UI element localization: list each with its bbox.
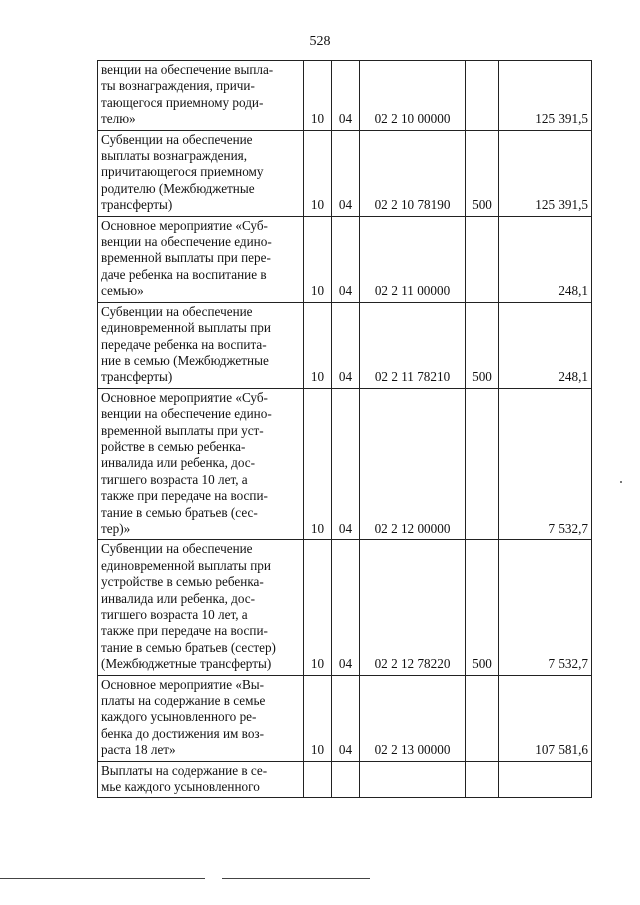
row-name-line: временной выплаты при уст-: [101, 422, 264, 438]
row-name-line: тер)»: [101, 520, 131, 536]
row-name-line: ние в семью (Межбюджетные: [101, 352, 269, 368]
row-name-line: ройстве в семью ребенка-: [101, 438, 246, 454]
row-name-line: передаче ребенка на воспита-: [101, 336, 267, 352]
table-row: [98, 302, 592, 388]
expense-type-cell: 500: [466, 302, 499, 388]
footer-rule-left: [0, 878, 205, 879]
target-article-cell: [360, 761, 466, 798]
row-name-line: инвалида или ребенка, дос-: [101, 455, 256, 471]
row-name-line: бенка до достижения им воз-: [101, 725, 265, 741]
subsection-code-cell: 04: [332, 540, 360, 675]
amount-cell: 125 391,5: [499, 130, 592, 216]
row-name-line: трансферты): [101, 197, 173, 213]
row-name-line: единовременной выплаты при: [101, 557, 271, 573]
scan-speck: [620, 481, 622, 483]
row-name-line: платы на содержание в семье: [101, 693, 266, 709]
target-article-cell: 02 2 10 78190: [360, 130, 466, 216]
subsection-code-cell: 04: [332, 130, 360, 216]
row-name-line: Основное мероприятие «Суб-: [101, 389, 268, 405]
row-name-line: тигшего возраста 10 лет, а: [101, 471, 248, 487]
target-article-cell: 02 2 12 00000: [360, 388, 466, 540]
target-article-cell: 02 2 11 00000: [360, 216, 466, 302]
row-name-line: инвалида или ребенка, дос-: [101, 590, 256, 606]
target-article-cell: 02 2 12 78220: [360, 540, 466, 675]
table-row: [98, 130, 592, 216]
subsection-code-cell: 04: [332, 216, 360, 302]
expense-type-cell: [466, 216, 499, 302]
amount-cell: 248,1: [499, 302, 592, 388]
expense-type-cell: 500: [466, 540, 499, 675]
page-number: 528: [309, 34, 331, 49]
subsection-code-cell: [332, 761, 360, 798]
expense-type-cell: [466, 675, 499, 761]
row-name-line: тающегося приемному роди-: [101, 94, 264, 110]
row-name-line: трансферты): [101, 369, 173, 385]
amount-cell: 7 532,7: [499, 388, 592, 540]
row-name-line: Основное мероприятие «Суб-: [101, 217, 268, 233]
amount-cell: 107 581,6: [499, 675, 592, 761]
subsection-code-cell: 04: [332, 675, 360, 761]
section-code-cell: 10: [304, 675, 332, 761]
subsection-code-cell: 04: [332, 302, 360, 388]
section-code-cell: 10: [304, 130, 332, 216]
row-name-line: временной выплаты при пере-: [101, 250, 271, 266]
amount-cell: [499, 761, 592, 798]
budget-table: [97, 60, 592, 798]
row-name-cell: [98, 216, 304, 302]
row-name-line: причитающегося приемному: [101, 164, 264, 180]
subsection-code-cell: 04: [332, 388, 360, 540]
row-name-line: устройстве в семью ребенка-: [101, 574, 264, 590]
row-name-cell: [98, 61, 304, 131]
row-name-cell: [98, 302, 304, 388]
table-row: [98, 761, 592, 798]
section-code-cell: 10: [304, 388, 332, 540]
expense-type-cell: [466, 761, 499, 798]
row-name-cell: [98, 761, 304, 798]
table-row: [98, 675, 592, 761]
row-name-line: венции на обеспечение выпла-: [101, 62, 274, 77]
row-name-line: тигшего возраста 10 лет, а: [101, 607, 248, 622]
row-name-line: каждого усыновленного ре-: [101, 709, 257, 725]
target-article-cell: 02 2 11 78210: [360, 302, 466, 388]
row-name-line: семью»: [101, 283, 144, 299]
row-name-line: Выплаты на содержание в се-: [101, 762, 268, 778]
row-name-cell: [98, 675, 304, 761]
row-name-line: раста 18 лет»: [101, 742, 176, 758]
section-code-cell: 10: [304, 540, 332, 675]
row-name-cell: [98, 540, 304, 675]
amount-cell: 248,1: [499, 216, 592, 302]
row-name-line: (Межбюджетные трансферты): [101, 656, 272, 672]
row-name-line: даче ребенка на воспитание в: [101, 266, 267, 282]
row-name-line: Субвенции на обеспечение: [101, 303, 253, 319]
row-name-line: выплаты вознаграждения,: [101, 148, 248, 164]
row-name-line: мье каждого усыновленного: [101, 779, 260, 795]
row-name-line: Основное мероприятие «Вы-: [101, 676, 264, 692]
subsection-code-cell: 04: [332, 61, 360, 131]
expense-type-cell: [466, 61, 499, 131]
amount-cell: 7 532,7: [499, 540, 592, 675]
row-name-line: телю»: [101, 111, 136, 127]
section-code-cell: 10: [304, 302, 332, 388]
row-name-line: тание в семью братьев (сес-: [101, 504, 258, 520]
row-name-line: ты вознаграждения, причи-: [101, 78, 255, 94]
expense-type-cell: [466, 388, 499, 540]
row-name-line: также при передаче на воспи-: [101, 623, 268, 639]
row-name-line: венции на обеспечение едино-: [101, 234, 272, 250]
target-article-cell: 02 2 10 00000: [360, 61, 466, 131]
row-name-line: родителю (Межбюджетные: [101, 180, 255, 196]
table-row: [98, 216, 592, 302]
footer-rule-right: [222, 878, 370, 879]
table-row: [98, 540, 592, 675]
row-name-cell: [98, 388, 304, 540]
row-name-line: тание в семью братьев (сестер): [101, 639, 276, 655]
section-code-cell: 10: [304, 216, 332, 302]
target-article-cell: 02 2 13 00000: [360, 675, 466, 761]
row-name-line: также при передаче на воспи-: [101, 488, 268, 504]
table-row: [98, 61, 592, 131]
row-name-cell: [98, 130, 304, 216]
row-name-line: Субвенции на обеспечение: [101, 131, 253, 147]
row-name-line: Субвенции на обеспечение: [101, 541, 253, 557]
section-code-cell: 10: [304, 61, 332, 131]
budget-table-body: [98, 61, 592, 798]
amount-cell: 125 391,5: [499, 61, 592, 131]
row-name-line: единовременной выплаты при: [101, 320, 271, 336]
section-code-cell: [304, 761, 332, 798]
table-row: [98, 388, 592, 540]
expense-type-cell: 500: [466, 130, 499, 216]
row-name-line: венции на обеспечение едино-: [101, 406, 272, 422]
